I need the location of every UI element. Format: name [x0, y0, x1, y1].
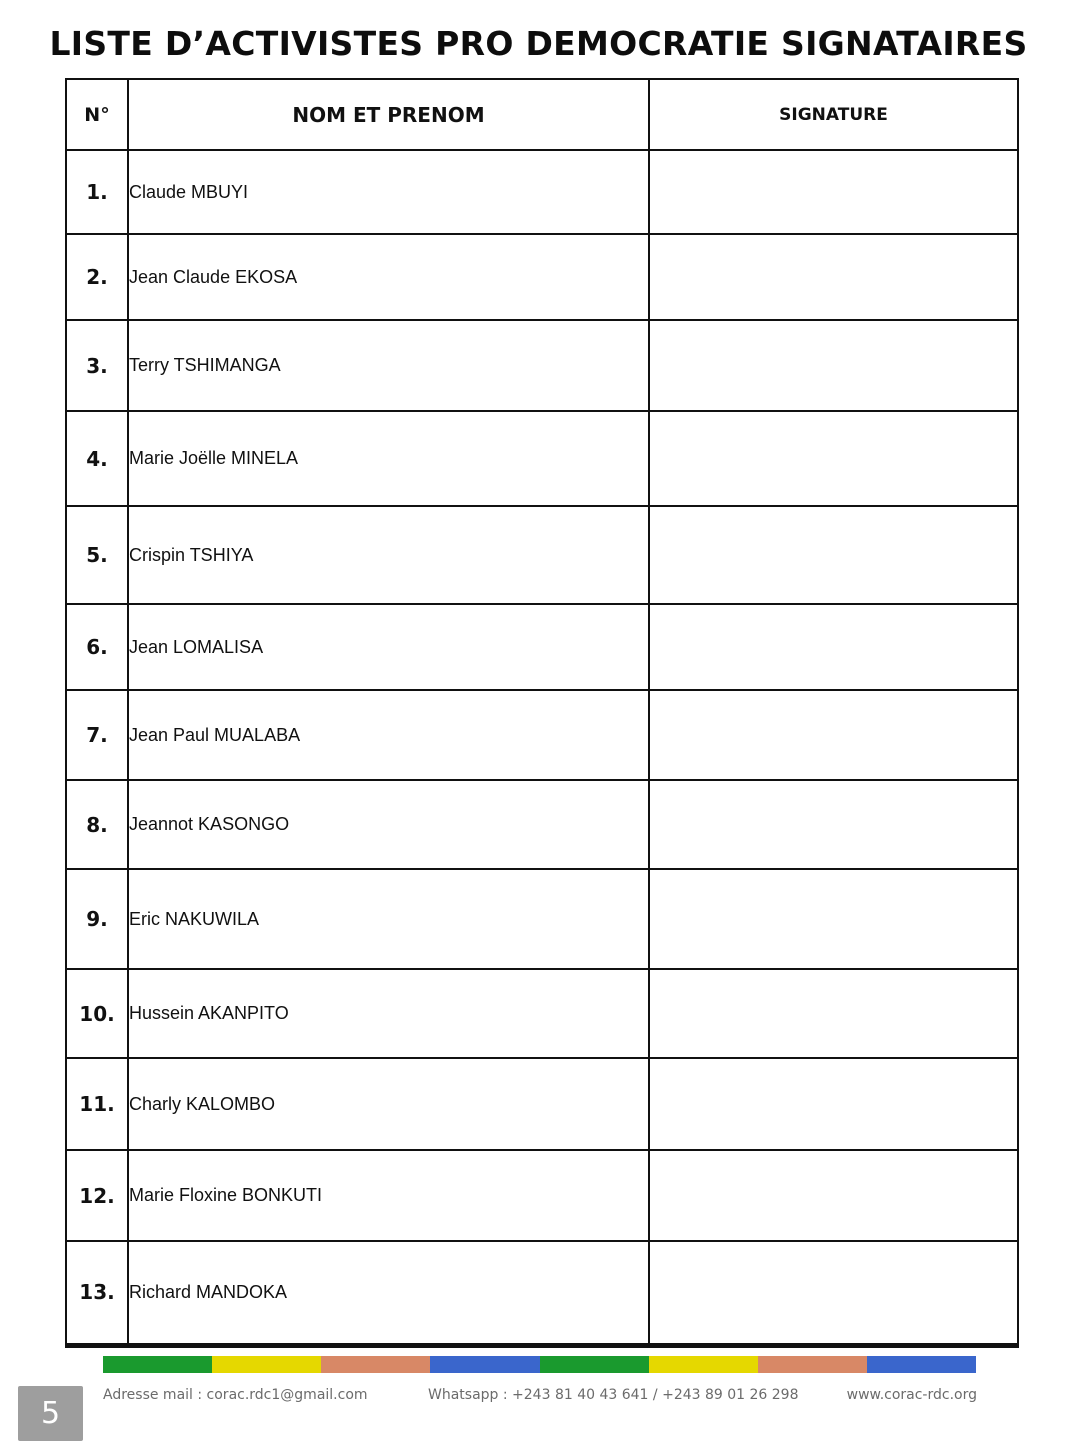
color-segment	[212, 1356, 321, 1373]
signature-cell[interactable]	[649, 1150, 1018, 1241]
row-name: Jeannot KASONGO	[128, 780, 649, 869]
row-number: 9.	[66, 869, 128, 969]
row-name: Claude MBUYI	[128, 150, 649, 234]
row-name: Eric NAKUWILA	[128, 869, 649, 969]
table-row	[66, 411, 1018, 506]
header-name: NOM ET PRENOM	[128, 79, 649, 150]
table-row	[66, 1058, 1018, 1150]
color-segment	[540, 1356, 649, 1373]
header-signature: SIGNATURE	[649, 79, 1018, 150]
signature-cell[interactable]	[649, 1241, 1018, 1345]
signature-cell[interactable]	[649, 320, 1018, 411]
footer-email: Adresse mail : corac.rdc1@gmail.com	[103, 1387, 368, 1403]
signatories-table	[65, 78, 1019, 1348]
table-row	[66, 604, 1018, 690]
color-stripe	[103, 1356, 976, 1373]
table-row	[66, 780, 1018, 869]
table-row	[66, 320, 1018, 411]
table-row	[66, 869, 1018, 969]
color-segment	[649, 1356, 758, 1373]
table-row	[66, 1150, 1018, 1241]
color-segment	[758, 1356, 867, 1373]
row-number: 4.	[66, 411, 128, 506]
page-number-badge: 5	[18, 1386, 83, 1441]
table-row	[66, 690, 1018, 780]
signature-cell[interactable]	[649, 780, 1018, 869]
row-name: Marie Joëlle MINELA	[128, 411, 649, 506]
signature-cell[interactable]	[649, 1058, 1018, 1150]
color-segment	[867, 1356, 976, 1373]
row-name: Terry TSHIMANGA	[128, 320, 649, 411]
signature-cell[interactable]	[649, 869, 1018, 969]
row-number: 13.	[66, 1241, 128, 1345]
row-name: Crispin TSHIYA	[128, 506, 649, 604]
row-name: Hussein AKANPITO	[128, 969, 649, 1058]
row-number: 12.	[66, 1150, 128, 1241]
signature-cell[interactable]	[649, 411, 1018, 506]
row-number: 11.	[66, 1058, 128, 1150]
table-row	[66, 150, 1018, 234]
signature-cell[interactable]	[649, 506, 1018, 604]
table-row	[66, 1241, 1018, 1345]
row-name: Richard MANDOKA	[128, 1241, 649, 1345]
row-number: 2.	[66, 234, 128, 320]
row-name: Charly KALOMBO	[128, 1058, 649, 1150]
row-name: Jean Claude EKOSA	[128, 234, 649, 320]
table-row	[66, 234, 1018, 320]
color-segment	[430, 1356, 539, 1373]
row-number: 1.	[66, 150, 128, 234]
table-row	[66, 969, 1018, 1058]
row-name: Marie Floxine BONKUTI	[128, 1150, 649, 1241]
row-name: Jean LOMALISA	[128, 604, 649, 690]
row-name: Jean Paul MUALABA	[128, 690, 649, 780]
signature-cell[interactable]	[649, 690, 1018, 780]
row-number: 10.	[66, 969, 128, 1058]
signature-cell[interactable]	[649, 604, 1018, 690]
document-title: LISTE D’ACTIVISTES PRO DEMOCRATIE SIGNATAIRES	[49, 24, 1028, 63]
table-row	[66, 506, 1018, 604]
row-number: 8.	[66, 780, 128, 869]
footer-whatsapp: Whatsapp : +243 81 40 43 641 / +243 89 01 26 298	[428, 1387, 799, 1403]
row-number: 5.	[66, 506, 128, 604]
signature-cell[interactable]	[649, 234, 1018, 320]
row-number: 6.	[66, 604, 128, 690]
color-segment	[321, 1356, 430, 1373]
signature-cell[interactable]	[649, 969, 1018, 1058]
row-number: 7.	[66, 690, 128, 780]
color-segment	[103, 1356, 212, 1373]
row-number: 3.	[66, 320, 128, 411]
header-number: N°	[66, 79, 128, 150]
footer-website: www.corac-rdc.org	[846, 1387, 977, 1403]
table-header-row	[66, 79, 1018, 150]
signature-cell[interactable]	[649, 150, 1018, 234]
